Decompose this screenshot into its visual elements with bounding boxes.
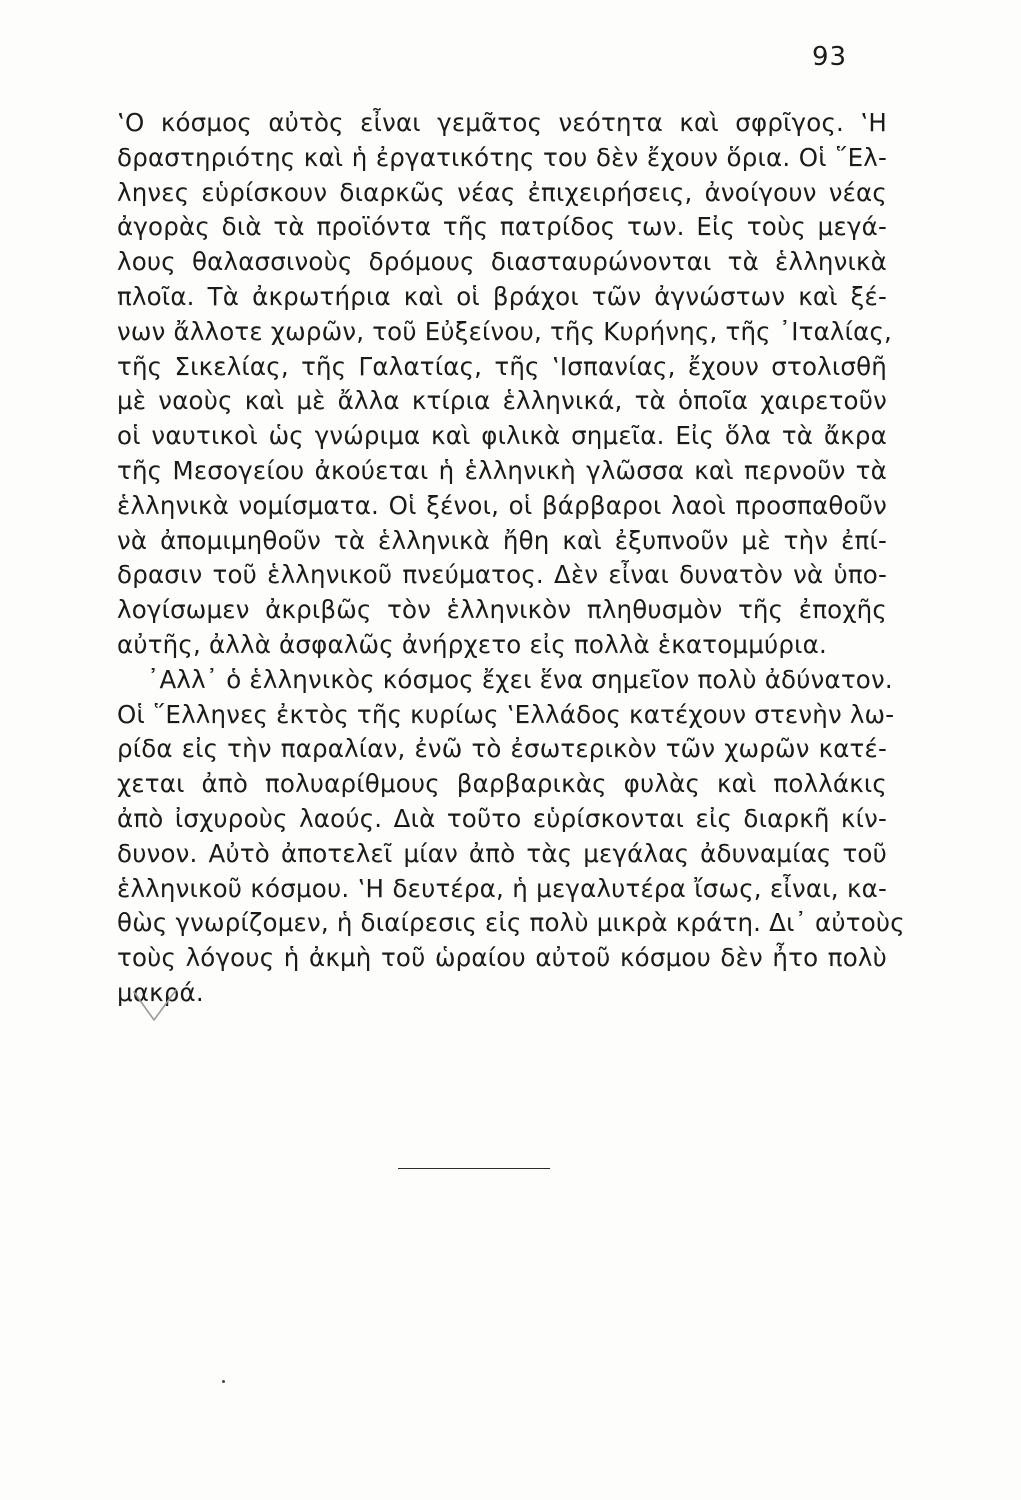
section-divider (398, 1168, 550, 1169)
text-line: ρίδα εἰς τὴν παραλίαν, ἐνῶ τὸ ἐσωτερικὸν τῶν χωρῶν κατέ- (117, 734, 887, 764)
text-line: ᾿Αλλ᾿ ὁ ἑλληνικὸς κόσμος ἔχει ἕνα σημεῖον πολὺ ἀδύνατον. (147, 664, 893, 694)
text-line: δραστηριότης καὶ ἡ ἐργατικότης του δὲν ἔχουν ὅρια. Οἱ ῞Ελ- (117, 142, 887, 172)
text-line: ‛Ο κόσμος αὐτὸς εἶναι γεμᾶτος νεότητα καὶ σφρῖγος. ‛Η (117, 108, 887, 137)
text-line: αὐτῆς, ἀλλὰ ἀσφαλῶς ἀνήρχετο εἰς πολλὰ ἑκατομμύρια. (117, 629, 827, 659)
text-line: ἀπὸ ἰσχυροὺς λαούς. Διὰ τοῦτο εὑρίσκονται εἰς διαρκῆ κίν- (117, 803, 887, 833)
text-line: οἱ ναυτικοὶ ὡς γνώριμα καὶ φιλικὰ σημεῖα. Εἰς ὅλα τὰ ἄκρα (117, 421, 887, 451)
text-line: νὰ ἀπομιμηθοῦν τὰ ἑλληνικὰ ἤθη καὶ ἐξυπνοῦν μὲ τὴν ἐπί- (117, 525, 887, 555)
text-line: τοὺς λόγους ἡ ἀκμὴ τοῦ ὡραίου αὐτοῦ κόσμου δὲν ἦτο πολὺ (117, 943, 887, 973)
text-line: ἀγορὰς διὰ τὰ προϊόντα τῆς πατρίδος των. Εἰς τοὺς μεγά- (117, 212, 887, 242)
paper-speck (222, 1380, 225, 1383)
text-line: πλοῖα. Τὰ ἀκρωτήρια καὶ οἱ βράχοι τῶν ἀγνώστων καὶ ξέ- (117, 281, 887, 311)
page-number: 93 (812, 42, 848, 72)
pencil-check-mark (130, 988, 180, 1024)
text-line: ἑλληνικοῦ κόσμου. ‛Η δευτέρα, ἡ μεγαλυτέρα ἴσως, εἶναι, κα- (117, 873, 887, 903)
text-line: μακρά. (117, 977, 204, 1007)
text-line: δρασιν τοῦ ἑλληνικοῦ πνεύματος. Δὲν εἶναι δυνατὸν νὰ ὑπο- (117, 560, 887, 590)
text-line: λους θαλασσινοὺς δρόμους διασταυρώνονται τὰ ἑλληνικὰ (117, 247, 887, 277)
text-line: τῆς Μεσογείου ἀκούεται ἡ ἑλληνικὴ γλῶσσα καὶ περνοῦν τὰ (117, 455, 887, 485)
text-line: μὲ ναοὺς καὶ μὲ ἄλλα κτίρια ἑλληνικά, τὰ ὁποῖα χαιρετοῦν (117, 386, 887, 416)
text-line: ἑλληνικὰ νομίσματα. Οἱ ξένοι, οἱ βάρβαροι λαοὶ προσπαθοῦν (117, 490, 887, 520)
text-line: λογίσωμεν ἀκριβῶς τὸν ἑλληνικὸν πληθυσμὸν τῆς ἐποχῆς (117, 595, 887, 625)
body-text (117, 106, 905, 1011)
text-line: Οἱ ῞Ελληνες ἐκτὸς τῆς κυρίως ‛Ελλάδος κατέχουν στενὴν λω- (117, 699, 895, 729)
text-line: θὼς γνωρίζομεν, ἡ διαίρεσις εἰς πολὺ μικρὰ κράτη. Δι᾿ αὐτοὺς (117, 908, 905, 938)
text-line: δυνον. Αὐτὸ ἀποτελεῖ μίαν ἀπὸ τὰς μεγάλας ἀδυναμίας τοῦ (117, 838, 887, 868)
text-line: ληνες εὑρίσκουν διαρκῶς νέας ἐπιχειρήσεις, ἀνοίγουν νέας (117, 177, 887, 207)
text-line: τῆς Σικελίας, τῆς Γαλατίας, τῆς ‛Ισπανίας, ἔχουν στολισθῆ (117, 351, 887, 381)
text-line: νων ἄλλοτε χωρῶν, τοῦ Εὐξείνου, τῆς Κυρήνης, τῆς ᾿Ιταλίας, (117, 316, 893, 346)
text-line: χεται ἀπὸ πολυαρίθμους βαρβαρικὰς φυλὰς καὶ πολλάκις (117, 769, 887, 799)
